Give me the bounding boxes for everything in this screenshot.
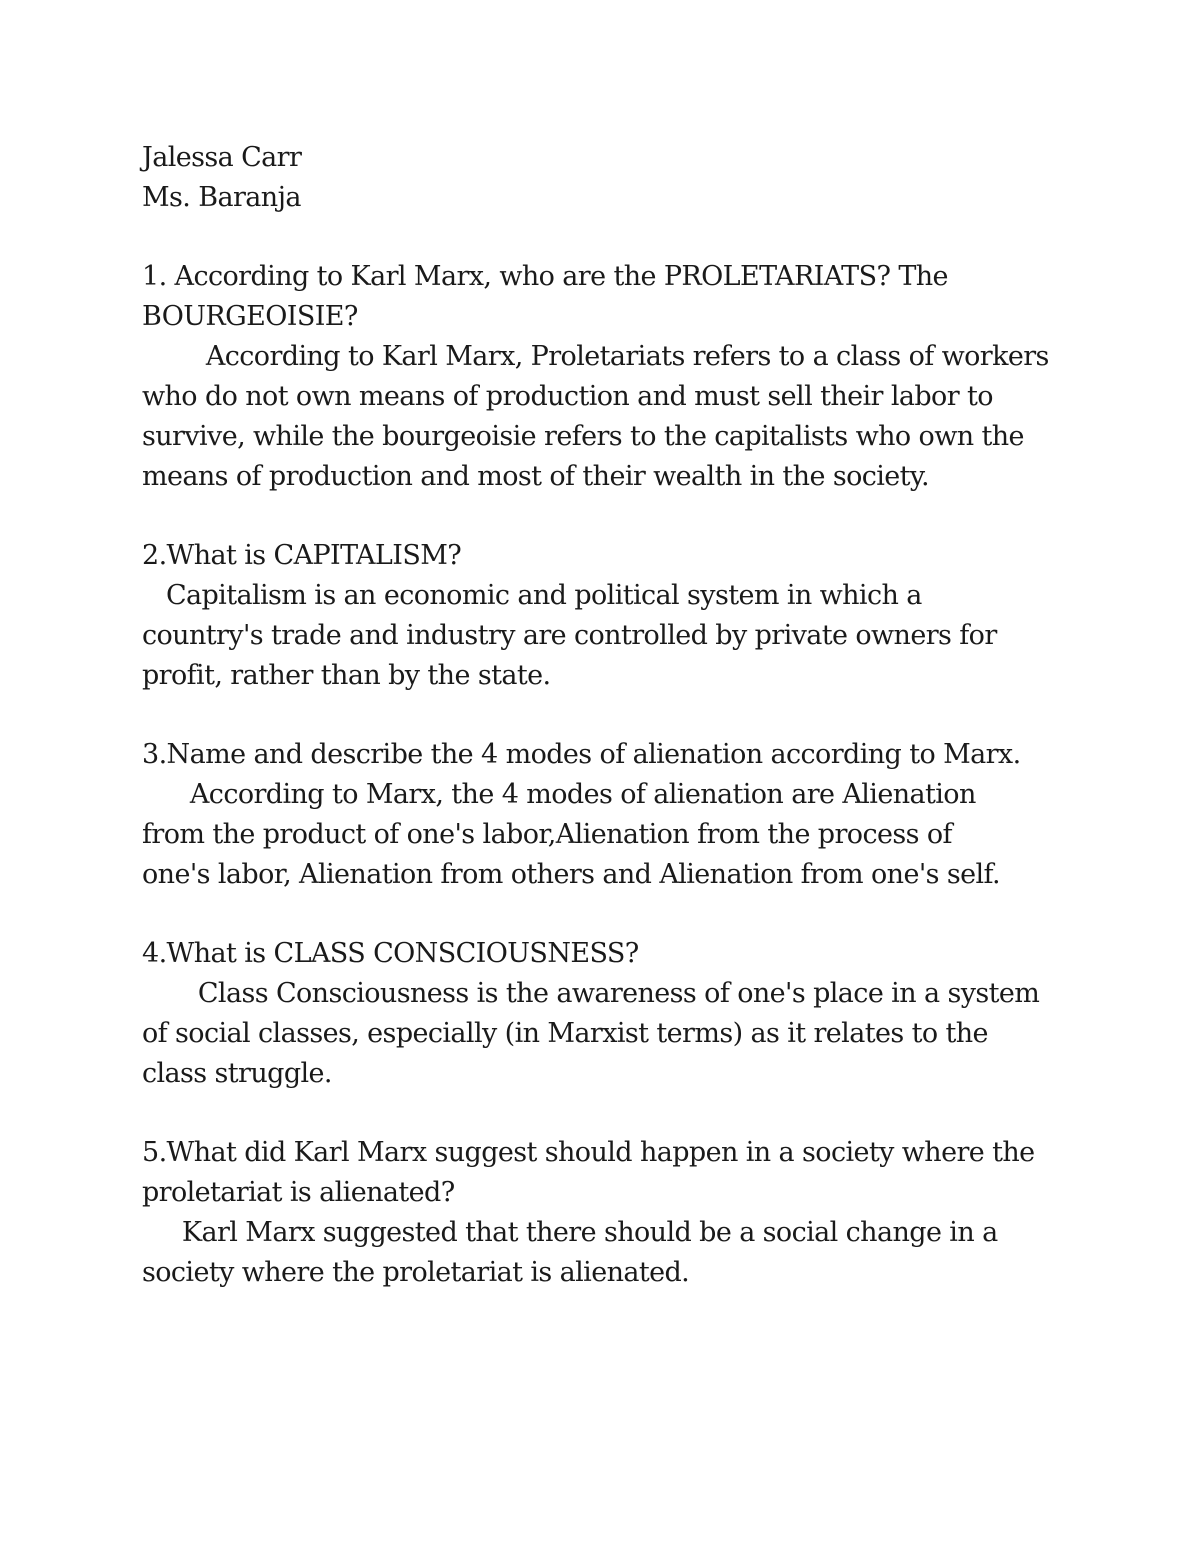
question-text: 5.What did Karl Marx suggest should happen in a society where the [142, 1137, 1035, 1168]
answer-text: country's trade and industry are controlled by private owners for [142, 620, 997, 651]
document-page [142, 138, 1072, 1293]
answer-text: from the product of one's labor,Alienation from the process of [142, 819, 952, 850]
question-block-2 [142, 536, 1072, 696]
blank-line [142, 218, 1072, 257]
answer-text: Karl Marx suggested that there should be a social change in a [142, 1217, 998, 1248]
teacher-name: Ms. Baranja [142, 182, 301, 213]
answer-text: Capitalism is an economic and political system in which a [142, 580, 922, 611]
question-text: 4.What is CLASS CONSCIOUSNESS? [142, 938, 639, 969]
question-text: 3.Name and describe the 4 modes of alienation according to Marx. [142, 739, 1021, 770]
answer-text: profit, rather than by the state. [142, 660, 551, 691]
question-block-4 [142, 934, 1072, 1094]
answer-text: class struggle. [142, 1058, 332, 1089]
question-text: BOURGEOISIE? [142, 301, 358, 332]
student-name: Jalessa Carr [142, 142, 302, 173]
answer-text: one's labor, Alienation from others and Alienation from one's self. [142, 859, 1000, 890]
answer-text: According to Marx, the 4 modes of alienation are Alienation [142, 779, 976, 810]
question-block-3 [142, 735, 1072, 895]
blank-line [142, 696, 1072, 735]
blank-line [142, 497, 1072, 536]
answer-text: survive, while the bourgeoisie refers to the capitalists who own the [142, 421, 1024, 452]
question-text: proletariat is alienated? [142, 1177, 455, 1208]
question-text: 1. According to Karl Marx, who are the PROLETARIATS? The [142, 261, 948, 292]
question-text: 2.What is CAPITALISM? [142, 540, 462, 571]
blank-line [142, 895, 1072, 934]
document-header [142, 138, 1072, 218]
answer-text: means of production and most of their wealth in the society. [142, 461, 929, 492]
answer-text: According to Karl Marx, Proletariats refers to a class of workers [142, 341, 1049, 372]
answer-text: Class Consciousness is the awareness of one's place in a system [142, 978, 1040, 1009]
answer-text: society where the proletariat is alienated. [142, 1257, 690, 1288]
answer-text: of social classes, especially (in Marxist terms) as it relates to the [142, 1018, 988, 1049]
question-block-1 [142, 257, 1072, 497]
answer-text: who do not own means of production and must sell their labor to [142, 381, 993, 412]
blank-line [142, 1094, 1072, 1133]
question-block-5 [142, 1133, 1072, 1293]
